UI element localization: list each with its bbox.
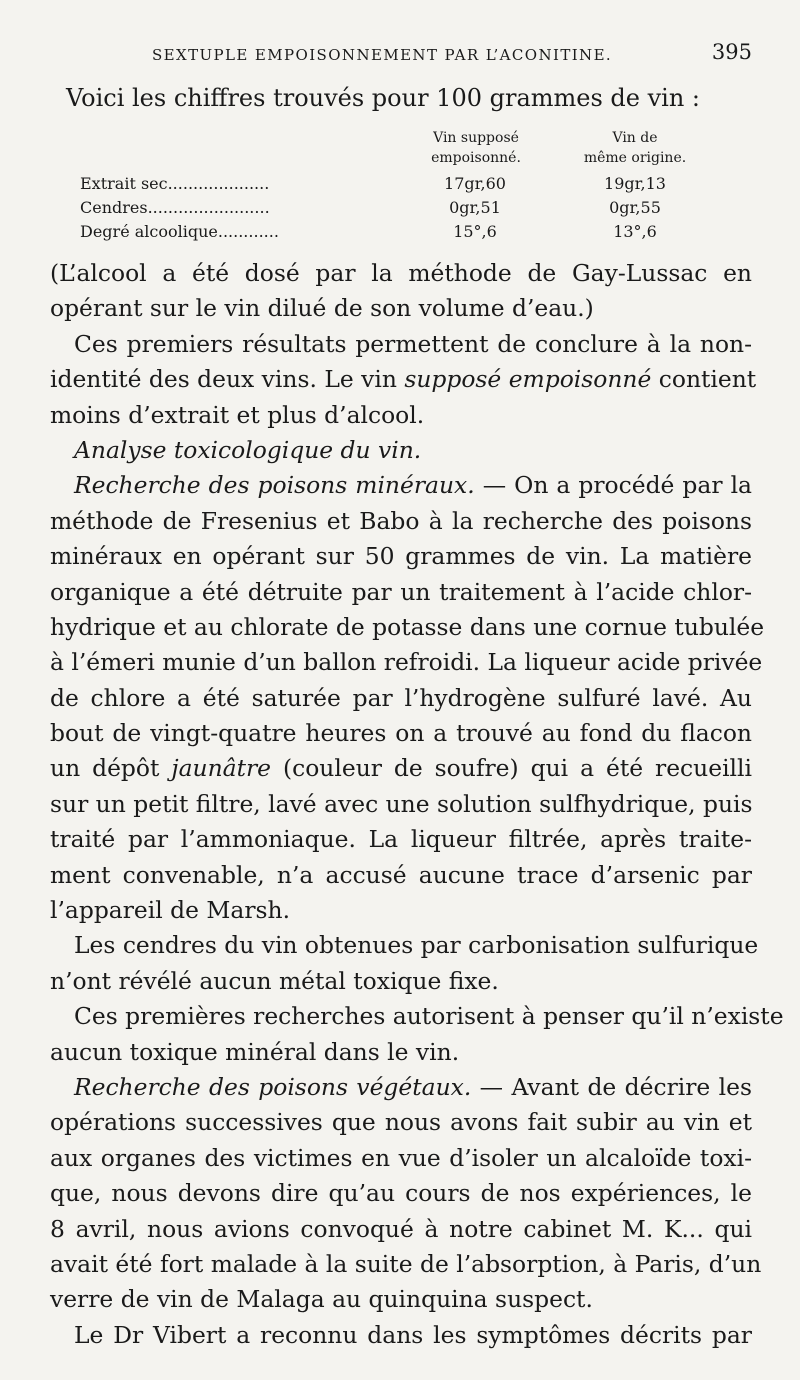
text-segment: un dépôt [50, 754, 172, 783]
italic-segment: Recherche des poisons minéraux. [74, 471, 475, 500]
text-line: méthode de Fresenius et Babo à la recherche des poisons [50, 506, 752, 535]
text-line [50, 468, 752, 503]
suspected-wine-value: 15°,6 [453, 222, 497, 241]
page-number: 395 [711, 40, 752, 64]
intro-line: Voici les chiffres trouvés pour 100 grammes de vin : [66, 84, 701, 112]
text-line: opérant sur le vin dilué de son volume d’eau.) [50, 294, 594, 323]
italic-segment: jaunâtre [171, 754, 272, 783]
italic-segment: supposé empoisonné [404, 365, 652, 394]
text-segment: — Avant de décrire les [471, 1072, 752, 1101]
text-line: minéraux en opérant sur 50 grammes de vin. La matière [50, 542, 752, 571]
text-line [50, 1070, 752, 1105]
same-origin-value: 13°,6 [613, 222, 657, 241]
text-segment: contient [651, 365, 757, 394]
text-line: Les cendres du vin obtenues par carbonisation sulfurique [74, 931, 759, 960]
row-label: Extrait sec.................... [80, 174, 270, 193]
column-header-same-origin-wine [560, 128, 710, 168]
text-line: n’ont révélé aucun métal toxique fixe. [50, 966, 499, 995]
body-text [50, 256, 784, 1353]
text-line: opérations successives que nous avons fait subir au vin et [50, 1108, 752, 1137]
text-line: sur un petit filtre, lavé avec une solution sulfhydrique, puis [50, 789, 753, 818]
column-header-line: Vin de [612, 130, 658, 146]
text-line: Ces premières recherches autorisent à penser qu’il n’existe [74, 1002, 784, 1031]
text-line: aux organes des victimes en vue d’isoler un alcaloïde toxi- [50, 1143, 752, 1172]
text-line: (L’alcool a été dosé par la méthode de Gay-Lussac en [50, 259, 752, 287]
table-row [80, 198, 720, 224]
running-title: SEXTUPLE EMPOISONNEMENT PAR L’ACONITINE. [152, 46, 613, 64]
text-line [50, 751, 752, 786]
text-line: Le Dr Vibert a reconnu dans les symptômes décrits par [74, 1320, 752, 1349]
text-line: avait été fort malade à la suite de l’absorption, à Paris, d’un [50, 1249, 762, 1278]
running-head [60, 40, 760, 70]
text-line: ment convenable, n’a accusé aucune trace d’arsenic par [50, 860, 752, 889]
text-segment: (couleur de soufre) qui a été recueilli [271, 754, 752, 783]
row-label: Degré alcoolique............ [80, 222, 279, 241]
column-header-line: Vin supposé [433, 130, 519, 146]
text-line: verre de vin de Malaga au quinquina suspect. [50, 1285, 593, 1314]
suspected-wine-value: 17gr,60 [444, 174, 506, 193]
text-line: moins d’extrait et plus d’alcool. [50, 400, 425, 429]
text-line: Ces premiers résultats permettent de conclure à la non- [74, 329, 752, 358]
section-heading: Analyse toxicologique du vin. [74, 435, 422, 464]
text-line: que, nous devons dire qu’au cours de nos expériences, le [50, 1179, 752, 1208]
wine-analysis-table [80, 128, 720, 248]
column-header-suspected-wine [416, 128, 536, 168]
text-line: l’appareil de Marsh. [50, 896, 291, 925]
text-segment: identité des deux vins. Le vin [50, 365, 405, 394]
column-header-line: empoisonné. [431, 150, 521, 166]
text-line: 8 avril, nous avions convoqué à notre cabinet M. K... qui [50, 1214, 752, 1243]
text-line: à l’émeri munie d’un ballon refroidi. La liqueur acide privée [50, 648, 763, 677]
table-row [80, 174, 720, 200]
column-header-line: même origine. [583, 150, 687, 166]
same-origin-value: 0gr,55 [609, 198, 661, 217]
suspected-wine-value: 0gr,51 [449, 198, 501, 217]
text-segment: — On a procédé par la [474, 471, 752, 500]
row-label: Cendres........................ [80, 198, 270, 217]
text-line [50, 362, 757, 397]
text-line: aucun toxique minéral dans le vin. [50, 1037, 460, 1066]
text-line: bout de vingt-quatre heures on a trouvé au fond du flacon [50, 719, 752, 748]
text-line: organique a été détruite par un traitement à l’acide chlor- [50, 577, 752, 606]
text-line: traité par l’ammoniaque. La liqueur filtrée, après traite- [50, 825, 752, 854]
table-row [80, 222, 720, 248]
text-line: de chlore a été saturée par l’hydrogène sulfuré lavé. Au [50, 683, 752, 712]
italic-segment: Recherche des poisons végétaux. [74, 1072, 472, 1101]
text-line: hydrique et au chlorate de potasse dans une cornue tubulée [50, 612, 765, 641]
same-origin-value: 19gr,13 [604, 174, 666, 193]
